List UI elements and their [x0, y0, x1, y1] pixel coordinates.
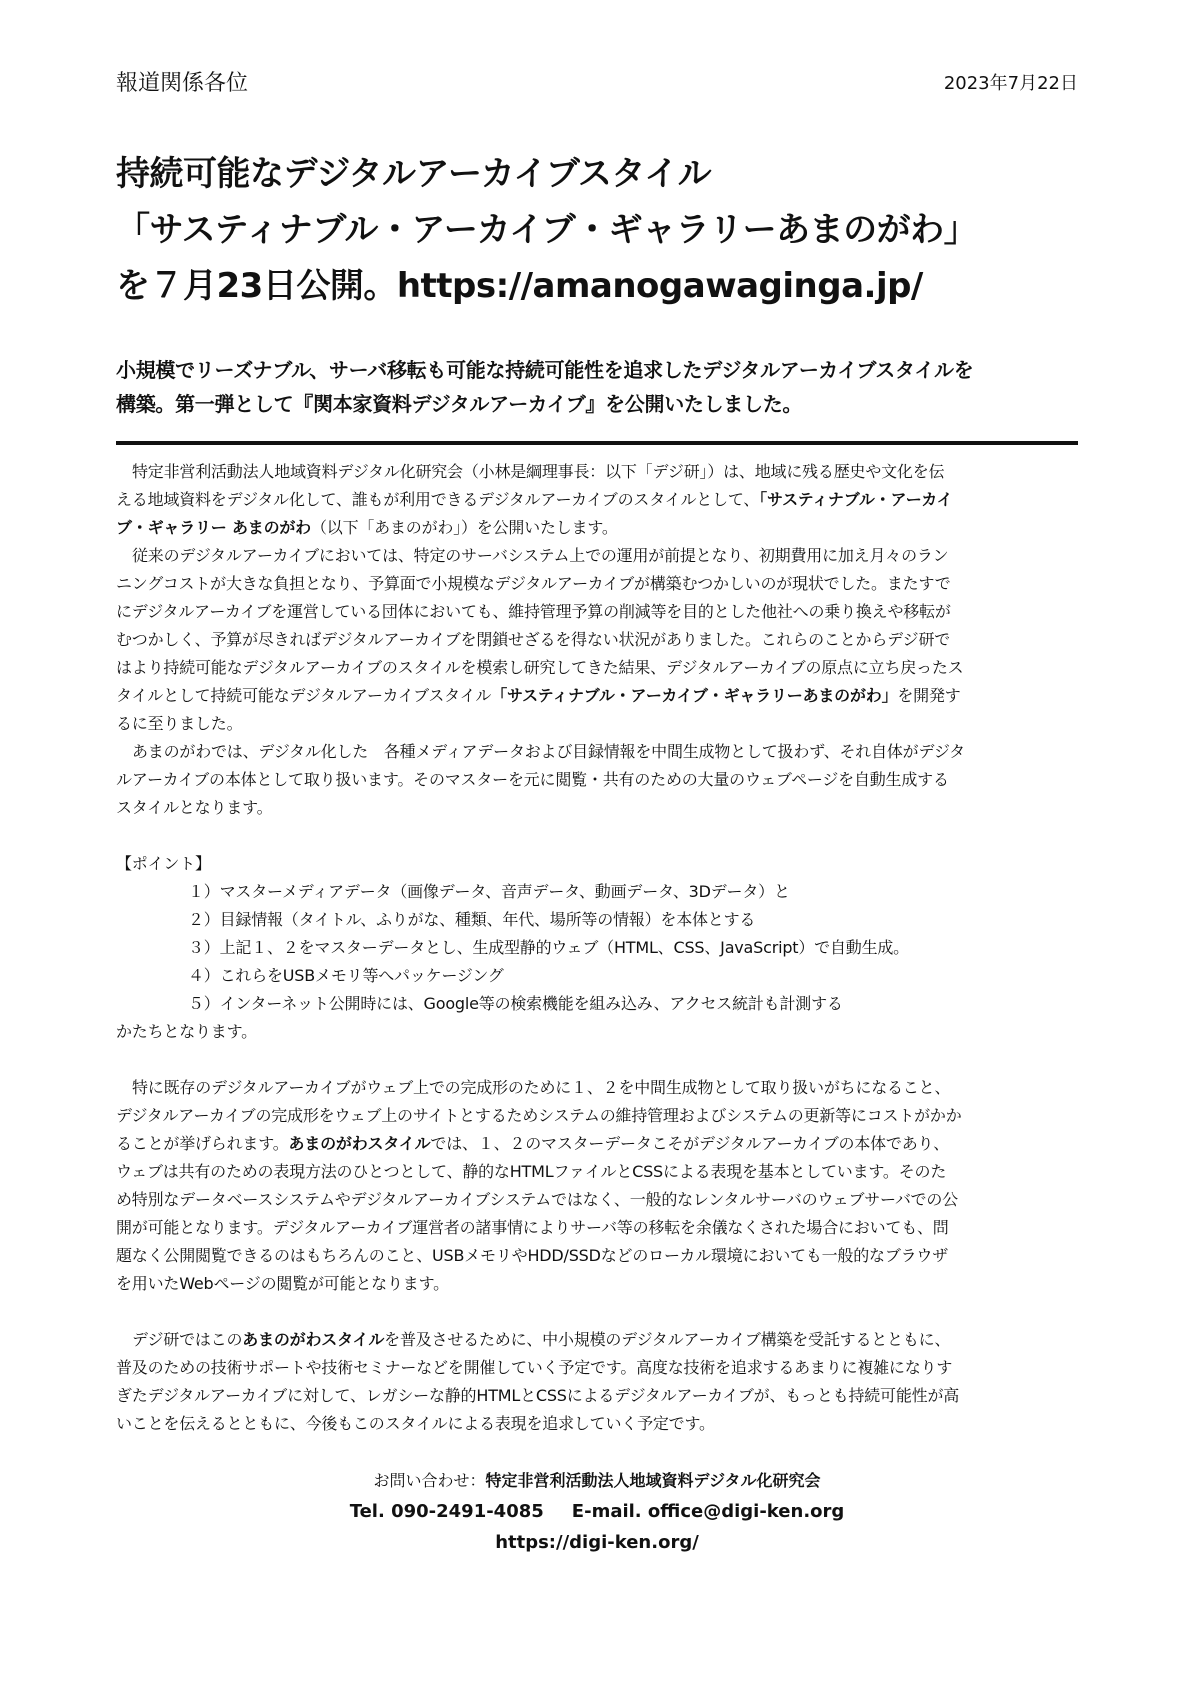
- emphasis-text: 「サスティナブル・アーカイブ・ギャラリーあまのがわ」: [491, 686, 898, 705]
- contact-org: 特定非営利活動法人地域資料デジタル化研究会: [485, 1471, 821, 1490]
- body-line: デジタルアーカイブの完成形をウェブ上のサイトとするためシステムの維持管理およびシステムの更新等にコストがかか: [116, 1106, 962, 1125]
- body-line: スタイルとなります。: [116, 798, 273, 817]
- emphasis-text: ブ・ギャラリー あまのがわ: [116, 518, 311, 537]
- body-line: むつかしく、予算が尽きればデジタルアーカイブを閉鎖せざるを得ない状況がありました。これらのことからデジ研で: [116, 630, 951, 649]
- addressee: 報道関係各位: [116, 71, 249, 96]
- emphasis-text: あまのがわスタイル: [288, 1134, 431, 1153]
- body-text-span: タイルとして持続可能なデジタルアーカイブスタイル: [116, 686, 492, 705]
- body-line: ウェブは共有のための表現方法のひとつとして、静的なHTMLファイルとCSSによる表現を基本としています。そのた: [116, 1162, 947, 1181]
- body-text-span: では、１、２のマスターデータこそがデジタルアーカイブの本体であり、: [430, 1134, 950, 1153]
- body-line: 題なく公開閲覧できるのはもちろんのこと、USBメモリやHDD/SSDなどのローカル環境においても一般的なブラウザ: [116, 1246, 949, 1265]
- body-line: 普及のための技術サポートや技術セミナーなどを開催していく予定です。高度な技術を追求するあまりに複雑になりす: [116, 1358, 953, 1377]
- release-date: 2023年7月22日: [943, 73, 1078, 94]
- point-item: ５）インターネット公開時には、Google等の検索機能を組み込み、アクセス統計も計測する: [188, 994, 843, 1013]
- body-line: るに至りました。: [116, 714, 243, 733]
- point-item: ４）これらをUSBメモリ等へパッケージング: [188, 966, 504, 985]
- contact-phone-email-line: [116, 1496, 1078, 1527]
- body-line: にデジタルアーカイブを運営している団体においても、維持管理予算の削減等を目的とした他社への乗り換えや移転が: [116, 602, 951, 621]
- body-line: ルアーカイブの本体として取り扱います。そのマスターを元に閲覧・共有のための大量のウェブページを自動生成する: [116, 770, 949, 789]
- contact-block: [116, 1465, 1078, 1558]
- body-text-span: を普及させるために、中小規模のデジタルアーカイブ構築を受託するとともに、: [384, 1330, 951, 1349]
- body-line: いことを伝えるとともに、今後もこのスタイルによる表現を追求していく予定です。: [116, 1414, 715, 1433]
- lead-summary: [116, 353, 1078, 421]
- point-item: １）マスターメディアデータ（画像データ、音声データ、動画データ、3Dデータ）と: [188, 882, 790, 901]
- headline-line-2: 「サスティナブル・アーカイブ・ギャラリーあまのがわ」: [116, 210, 978, 250]
- paragraph-gap: [116, 1046, 1078, 1074]
- body-line: ニングコストが大きな負担となり、予算面で小規模なデジタルアーカイブが構築むつかしいのが現状でした。またすで: [116, 574, 951, 593]
- emphasis-text: 「サスティナブル・アーカイ: [759, 490, 953, 509]
- body-line: め特別なデータベースシステムやデジタルアーカイブシステムではなく、一般的なレンタルサーバのウェブサーバでの公: [116, 1190, 958, 1209]
- points-title: 【ポイント】: [116, 854, 211, 873]
- point-item: ３）上記１、２をマスターデータとし、生成型静的ウェブ（HTML、CSS、JavaScript）で自動生成。: [188, 938, 909, 957]
- body-line: はより持続可能なデジタルアーカイブのスタイルを模索し研究してきた結果、デジタルアーカイブの原点に立ち戻ったス: [116, 658, 964, 677]
- body-line: [116, 682, 1078, 710]
- contact-label: お問い合わせ：: [373, 1471, 486, 1490]
- point-item: ２）目録情報（タイトル、ふりがな、種類、年代、場所等の情報）を本体とする: [188, 910, 756, 929]
- headline: [116, 146, 1078, 314]
- contact-tel: Tel. 090-2491-4085: [349, 1501, 544, 1522]
- body-line: [116, 514, 1078, 542]
- emphasis-text: あまのがわスタイル: [242, 1330, 385, 1349]
- body-line: [116, 486, 1078, 514]
- body-text-span: ることが挙げられます。: [116, 1134, 289, 1153]
- body-line: 特定非営利活動法人地域資料デジタル化研究会（小林是綱理事長：以下「デジ研」）は、地域に残る歴史や文化を伝: [132, 462, 945, 481]
- paragraph-gap: [116, 1298, 1078, 1326]
- body-line: [116, 1326, 1078, 1354]
- contact-org-line: [116, 1465, 1078, 1496]
- headline-line-1: 持続可能なデジタルアーカイブスタイル: [116, 154, 712, 194]
- headline-line-3: を７月23日公開。https://amanogawaginga.jp/: [116, 266, 923, 306]
- body-text: [116, 458, 1078, 1438]
- lead-line-2: 構築。第一弾として『関本家資料デジタルアーカイブ』を公開いたしました。: [116, 392, 803, 416]
- body-line: ぎたデジタルアーカイブに対して、レガシーな静的HTMLとCSSによるデジタルアーカイブが、もっとも持続可能性が高: [116, 1386, 960, 1405]
- contact-url[interactable]: https://digi-ken.org/: [495, 1532, 699, 1553]
- body-line: [116, 1130, 1078, 1158]
- body-text-span: デジ研ではこの: [132, 1330, 243, 1349]
- contact-email[interactable]: E-mail. office@digi-ken.org: [571, 1501, 845, 1522]
- body-line: あまのがわでは、デジタル化した 各種メディアデータおよび目録情報を中間生成物として扱わず、それ自体がデジタ: [132, 742, 965, 761]
- lead-line-1: 小規模でリーズナブル、サーバ移転も可能な持続可能性を追求したデジタルアーカイブスタイルを: [116, 358, 974, 382]
- body-text-span: を開発す: [897, 686, 961, 705]
- points-closing: かたちとなります。: [116, 1022, 257, 1041]
- body-line: 従来のデジタルアーカイブにおいては、特定のサーバシステム上での運用が前提となり、初期費用に加え月々のラン: [132, 546, 949, 565]
- press-release-page: [116, 0, 1078, 1683]
- paragraph-gap: [116, 822, 1078, 850]
- header-bar: [116, 68, 1078, 100]
- body-text-span: える地域資料をデジタル化して、誰もが利用できるデジタルアーカイブのスタイルとして、: [116, 490, 760, 509]
- body-line: 特に既存のデジタルアーカイブがウェブ上での完成形のために１、２を中間生成物として取り扱いがちになること、: [132, 1078, 951, 1097]
- body-line: を用いたWebページの閲覧が可能となります。: [116, 1274, 449, 1293]
- body-line: 開が可能となります。デジタルアーカイブ運営者の諸事情によりサーバ等の移転を余儀なくされた場合においても、問: [116, 1218, 949, 1237]
- body-text-span: （以下「あまのがわ」）を公開いたします。: [310, 518, 618, 537]
- divider-rule: [116, 441, 1078, 445]
